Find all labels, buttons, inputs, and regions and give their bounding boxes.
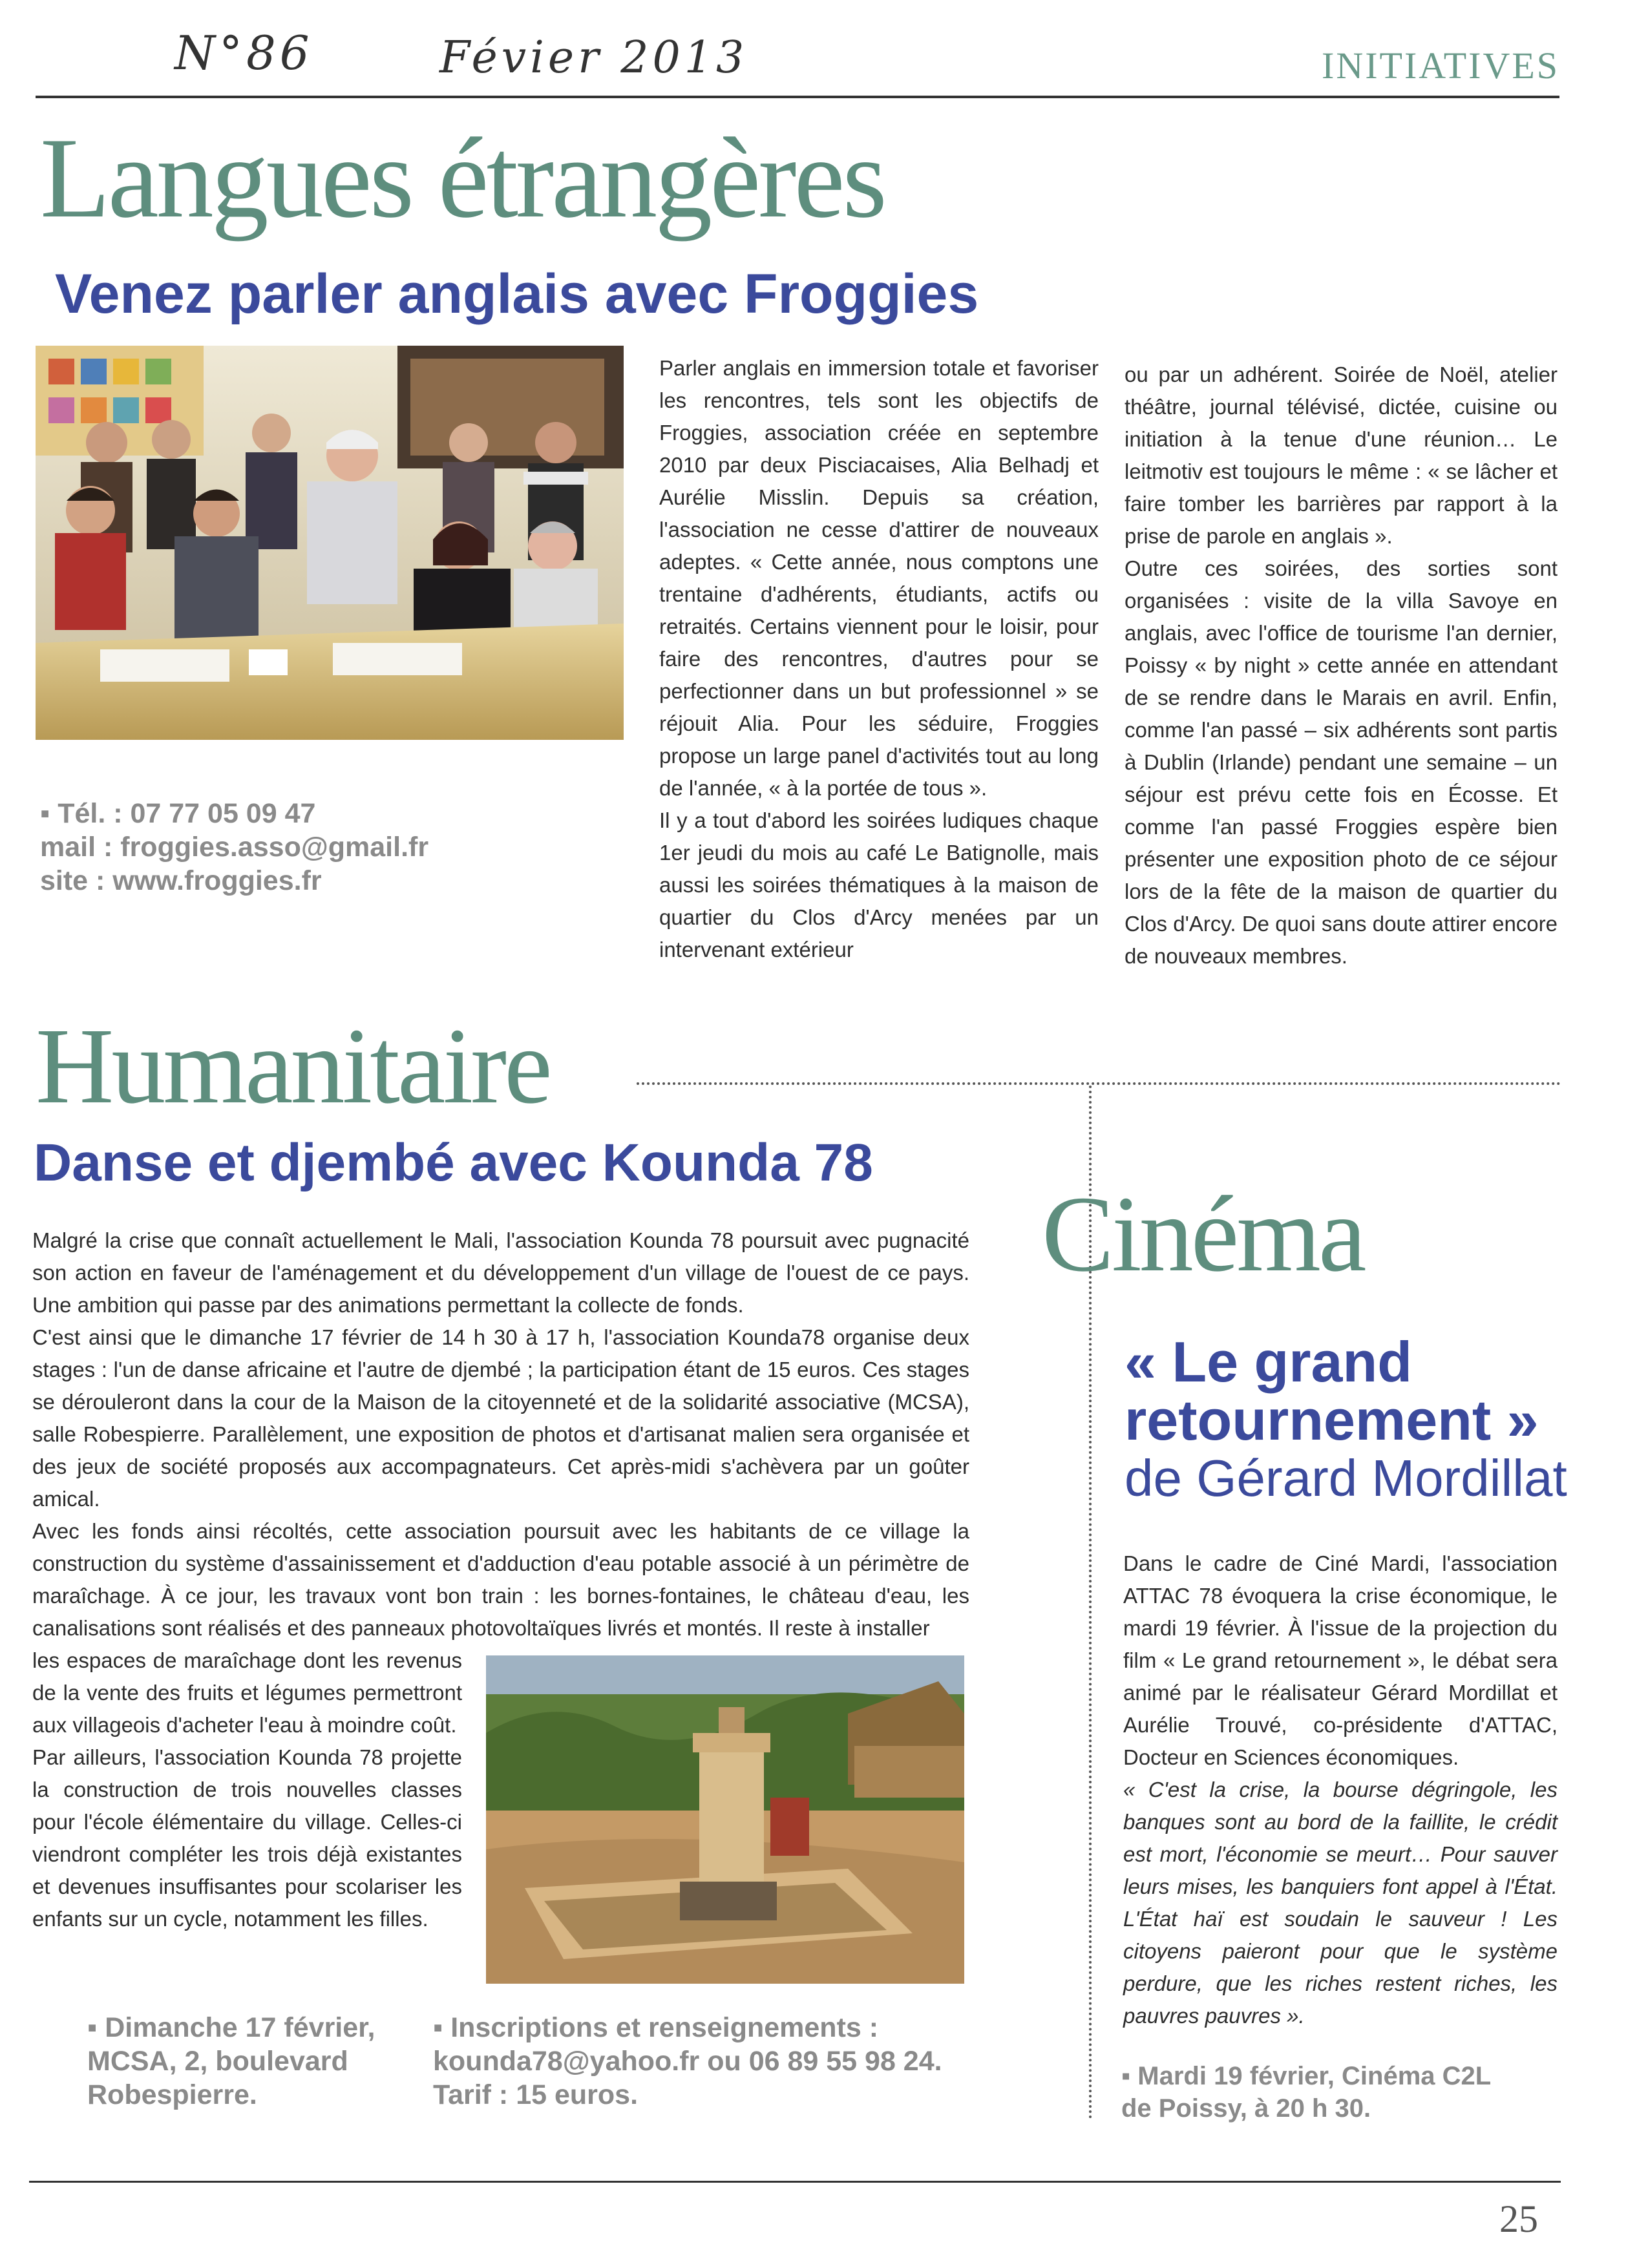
froggies-mail[interactable]: mail : froggies.asso@gmail.fr	[40, 832, 429, 863]
article2-narrow-body	[32, 1644, 462, 1935]
article3-info	[1121, 2060, 1491, 2125]
handwritten-issue: N°86	[174, 26, 313, 80]
article2-paragraph: Malgré la crise que connaît actuellement le Mali, l'association Kounda 78 poursuit avec pugnacité son action en faveur de l'aménagement et du développement d'un village de l'ouest de ce pays. Une ambition qui passe par des animations permettant la collecte de fonds.	[32, 1228, 969, 1317]
article3-paragraph: Dans le cadre de Ciné Mardi, l'association ATTAC 78 évoquera la crise économique, le mardi 19 février. À l'issue de la projection du film « Le grand retournement », le débat sera animé par le réalisateur Gérard Mordillat et Aurélie Trouvé, co-présidente d'ATTAC, Docteur en Sciences économiques.	[1123, 1551, 1558, 1769]
article1-col2-paragraph: ou par un adhérent. Soirée de Noël, atelier théâtre, journal télévisé, dictée, cuisine ou initiation à la tenue d'une réunion… Le leitmotiv est toujours le même : « se lâcher et faire tomber les barrières par rapport à la prise de parole en anglais ».	[1125, 362, 1558, 548]
info-line: ▪ Inscriptions et renseignements :	[433, 2012, 879, 2043]
article3-title-line2: retournement »	[1125, 1388, 1539, 1452]
category-cinema: Cinéma	[1042, 1174, 1364, 1294]
page-number: 25	[1499, 2198, 1538, 2240]
article2-body	[32, 1224, 969, 1644]
info-line: ▪ Mardi 19 février, Cinéma C2L	[1121, 2062, 1492, 2090]
footer-rule	[29, 2181, 1561, 2183]
article2-narrow-paragraph: les espaces de maraîchage dont les revenus de la vente des fruits et légumes permettront aux villageois d'acheter l'eau à moindre coût.	[32, 1648, 462, 1737]
info-line: Tarif : 15 euros.	[433, 2079, 639, 2110]
article1-column2	[1125, 359, 1558, 972]
info-line: de Poissy, à 20 h 30.	[1121, 2094, 1371, 2123]
article1-col1-paragraph: Parler anglais en immersion totale et favoriser les rencontres, tels sont les objectifs de Froggies, association créée en septembre 2010 par deux Pisciacaises, Alia Belhadj et Aurélie Misslin. Depuis sa création, l'association ne cesse d'attirer de nouveaux adeptes. « Cette année, nous comptons une trentaine d'adhérents, étudiants, actifs ou retraités. Certains viennent pour le loisir, pour faire des rencontres, d'autres pour se perfectionner dans un but professionnel » se réjouit Alia. Pour les séduire, Froggies propose un large panel d'activités tout au long de l'année, « à la portée de tous ».	[659, 356, 1099, 800]
article2-paragraph: Avec les fonds ainsi récoltés, cette association poursuit avec les habitants de ce village la construction du système d'assainissement et d'adduction d'eau potable associé à un périmètre de maraîchage. À ce jour, les travaux vont bon train : les bornes-fontaines, le château d'eau, les canalisations sont réalisés et des panneaux photovoltaïques livrés et montés. Il reste à installer	[32, 1519, 969, 1640]
article2-info-date-place	[87, 2011, 375, 2112]
section-label: INITIATIVES	[1322, 45, 1560, 87]
article1-title: Venez parler anglais avec Froggies	[55, 263, 979, 325]
article2-info-contact	[433, 2011, 942, 2112]
info-line: Robespierre.	[87, 2079, 257, 2110]
article3-title-line1: « Le grand	[1125, 1330, 1412, 1394]
article3-body	[1123, 1548, 1558, 2032]
froggies-tel: ▪ Tél. : 07 77 05 09 47	[40, 798, 316, 829]
info-line[interactable]: kounda78@yahoo.fr ou 06 89 55 98 24.	[433, 2046, 942, 2077]
froggies-site[interactable]: site : www.froggies.fr	[40, 865, 322, 896]
article1-col1-paragraph: Il y a tout d'abord les soirées ludiques chaque 1er jeudi du mois au café Le Batignolle, mais aussi les soirées thématiques à la maison de quartier du Clos d'Arcy menées par un intervenant extérieur	[659, 808, 1099, 961]
info-line: MCSA, 2, boulevard	[87, 2046, 348, 2077]
article2-paragraph: C'est ainsi que le dimanche 17 février de 14 h 30 à 17 h, l'association Kounda78 organise deux stages : l'un de danse africaine et l'autre de djembé ; la participation étant de 15 euros. Ces stages se dérouleront dans la cour de la Maison de la citoyenneté et de la solidarité associative (MCSA), salle Robespierre. Parallèlement, une exposition de photos et d'artisanat malien sera organisée et des jeux de société proposés aux accompagnateurs. Cet après-midi s'achèvera par un goûter amical.	[32, 1325, 969, 1511]
handwritten-date: Févier 2013	[439, 32, 748, 83]
category-langues: Langues étrangères	[40, 114, 885, 242]
article2-title: Danse et djembé avec Kounda 78	[34, 1133, 873, 1192]
divider-dotted-horizontal	[637, 1082, 1561, 1085]
article3-paragraph: « C'est la crise, la bourse dégringole, les banques sont au bord de la faillite, le crédit est mort, l'économie se meurt… Pour sauver leurs mises, les banquiers font appel à l'État. L'État haï est soudain le sauveur ! Les citoyens paieront pour que le système perdure, que les riches restent riches, les pauvres pauvres ».	[1123, 1778, 1558, 2028]
category-humanitaire: Humanitaire	[36, 1006, 550, 1126]
fountain-photo	[486, 1655, 964, 1984]
info-line: ▪ Dimanche 17 février,	[87, 2012, 375, 2043]
article1-column1	[659, 352, 1099, 966]
article3-subtitle: de Gérard Mordillat	[1125, 1449, 1567, 1507]
article1-col2-paragraph: Outre ces soirées, des sorties sont organisées : visite de la villa Savoye en anglais, avec l'office de tourisme l'an dernier, Poissy « by night » cette année en attendant de se rendre dans le Marais en avril. Enfin, comme l'an passé – six adhérents sont partis à Dublin (Irlande) pendant une semaine – un séjour est prévu cette fois en Écosse. Et comme l'an passé Froggies espère bien présenter une exposition photo de ce séjour lors de la fête de la maison de quartier du Clos d'Arcy. De quoi sans doute attirer encore de nouveaux membres.	[1125, 556, 1558, 968]
article2-narrow-paragraph: Par ailleurs, l'association Kounda 78 projette la construction de trois nouvelles classes pour l'école élémentaire du village. Celles-ci viendront compléter les trois déjà existantes et devenues insuffisantes pour scolariser les enfants sur un cycle, notamment les filles.	[32, 1745, 462, 1931]
froggies-group-photo	[36, 346, 624, 740]
header-rule	[36, 96, 1559, 98]
